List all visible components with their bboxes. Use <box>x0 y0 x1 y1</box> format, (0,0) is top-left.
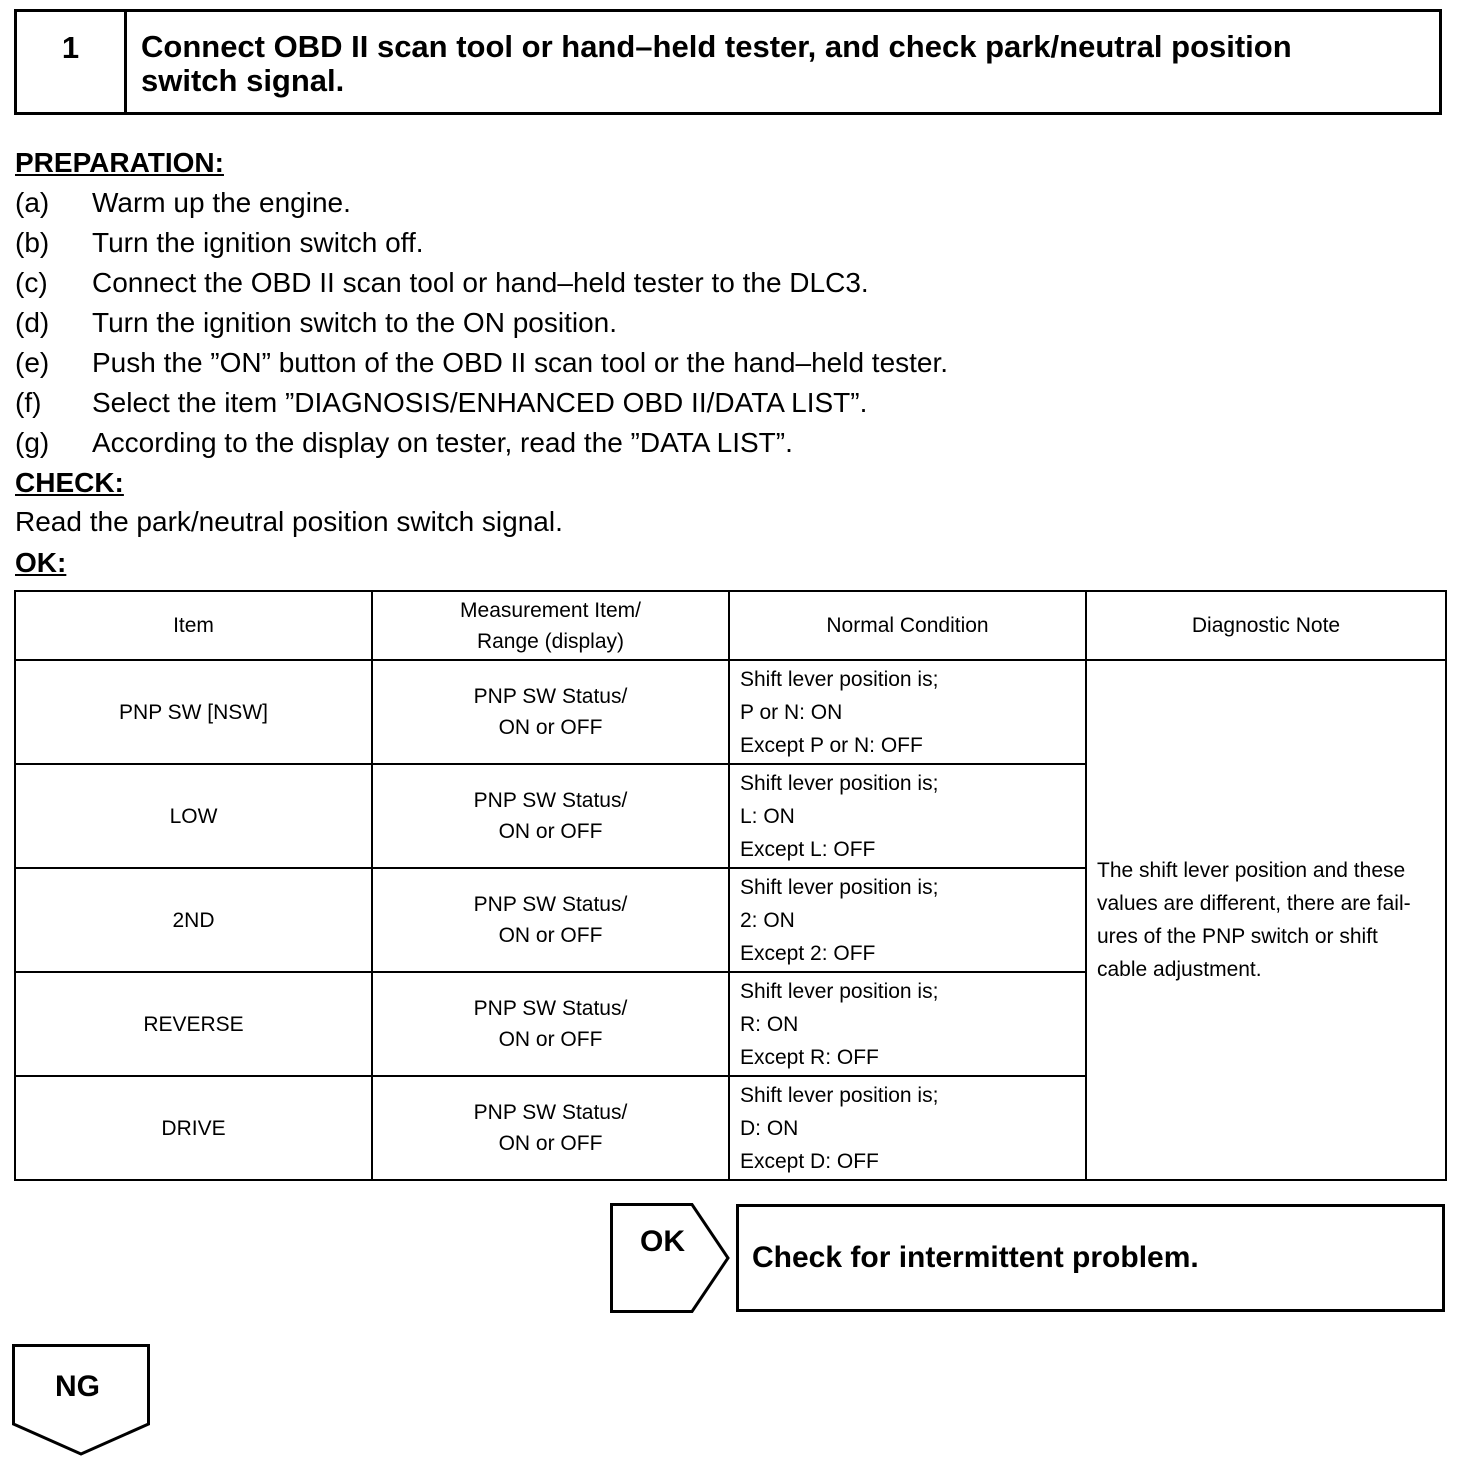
prep-key: (a) <box>15 187 50 218</box>
cell-condition <box>729 1076 1086 1180</box>
header-normal-condition: Normal Condition <box>729 591 1086 660</box>
note-line: ures of the PNP switch or shift <box>1097 925 1378 948</box>
header-diagnostic-note: Diagnostic Note <box>1086 591 1446 660</box>
cell-condition <box>729 868 1086 972</box>
prep-key: (g) <box>15 427 50 458</box>
prep-item <box>15 187 351 219</box>
step-header <box>14 9 1442 115</box>
cell-item: REVERSE <box>15 972 372 1076</box>
ok-label: OK: <box>15 547 67 578</box>
condition-line: Shift lever position is; <box>740 667 939 691</box>
prep-text: Turn the ignition switch to the ON position. <box>92 307 617 338</box>
cell-item: DRIVE <box>15 1076 372 1180</box>
range-line: PNP SW Status/ <box>473 1101 628 1124</box>
cell-range <box>372 1076 729 1180</box>
condition-line: Shift lever position is; <box>740 875 939 899</box>
prep-key: (d) <box>15 307 50 338</box>
range-line: ON or OFF <box>498 924 603 947</box>
condition-line: L: ON <box>740 804 795 828</box>
prep-item <box>15 307 617 339</box>
condition-line: D: ON <box>740 1116 799 1140</box>
prep-item <box>15 347 948 379</box>
ok-result-box <box>736 1204 1445 1312</box>
condition-line: Except D: OFF <box>740 1149 879 1173</box>
cell-condition <box>729 660 1086 764</box>
prep-text: Warm up the engine. <box>92 187 351 218</box>
cell-range <box>372 660 729 764</box>
condition-line: 2: ON <box>740 908 795 932</box>
ng-tag-label: NG <box>55 1370 100 1403</box>
step-number: 1 <box>17 12 127 112</box>
condition-line: Shift lever position is; <box>740 979 939 1003</box>
condition-line: Except P or N: OFF <box>740 733 923 757</box>
prep-item <box>15 227 424 259</box>
condition-line: Except 2: OFF <box>740 941 876 965</box>
note-line: cable adjustment. <box>1097 958 1262 981</box>
note-line: values are different, there are fail- <box>1097 892 1411 915</box>
range-line: ON or OFF <box>498 716 603 739</box>
prep-key: (f) <box>15 387 42 418</box>
prep-item <box>15 267 869 299</box>
cell-range <box>372 972 729 1076</box>
check-text: Read the park/neutral position switch signal. <box>15 506 563 537</box>
condition-line: Shift lever position is; <box>740 1083 939 1107</box>
prep-text: Turn the ignition switch off. <box>92 227 424 258</box>
prep-text: According to the display on tester, read the ”DATA LIST”. <box>92 427 793 458</box>
table-header-row <box>15 591 1446 660</box>
prep-text: Push the ”ON” button of the OBD II scan tool or the hand–held tester. <box>92 347 949 378</box>
step-title-line1: Connect OBD II scan tool or hand–held tester, and check park/neutral position <box>141 29 1292 64</box>
cell-condition <box>729 764 1086 868</box>
ok-result-text: Check for intermittent problem. <box>752 1241 1199 1274</box>
range-line: ON or OFF <box>498 820 603 843</box>
header-measurement-line: Measurement Item/ <box>460 598 641 622</box>
table-row <box>15 660 1446 764</box>
range-line: ON or OFF <box>498 1028 603 1051</box>
prep-text: Select the item ”DIAGNOSIS/ENHANCED OBD II/DATA LIST”. <box>92 387 868 418</box>
cell-item: PNP SW [NSW] <box>15 660 372 764</box>
cell-range <box>372 764 729 868</box>
cell-condition <box>729 972 1086 1076</box>
cell-item: 2ND <box>15 868 372 972</box>
range-line: PNP SW Status/ <box>473 997 628 1020</box>
prep-key: (b) <box>15 227 50 258</box>
condition-line: Shift lever position is; <box>740 771 939 795</box>
range-line: ON or OFF <box>498 1132 603 1155</box>
condition-line: Except L: OFF <box>740 837 876 861</box>
cell-range <box>372 868 729 972</box>
note-line: The shift lever position and these <box>1097 859 1406 882</box>
range-line: PNP SW Status/ <box>473 685 628 708</box>
step-title <box>127 12 1439 112</box>
condition-line: P or N: ON <box>740 700 843 724</box>
prep-text: Connect the OBD II scan tool or hand–held tester to the DLC3. <box>92 267 869 298</box>
header-item: Item <box>15 591 372 660</box>
cell-item: LOW <box>15 764 372 868</box>
prep-item <box>15 427 793 459</box>
range-line: PNP SW Status/ <box>473 789 628 812</box>
step-title-line2: switch signal. <box>141 63 345 98</box>
range-line: PNP SW Status/ <box>473 893 628 916</box>
prep-key: (c) <box>15 267 48 298</box>
header-measurement-line: Range (display) <box>476 629 625 653</box>
preparation-label: PREPARATION: <box>15 147 224 178</box>
ok-tag-label: OK <box>640 1225 685 1258</box>
condition-line: Except R: OFF <box>740 1045 879 1069</box>
prep-item <box>15 387 867 419</box>
cell-diagnostic-note <box>1086 660 1446 1180</box>
data-list-table <box>14 590 1447 1181</box>
condition-line: R: ON <box>740 1012 799 1036</box>
check-label: CHECK: <box>15 467 124 498</box>
prep-key: (e) <box>15 347 50 378</box>
header-measurement <box>372 591 729 660</box>
